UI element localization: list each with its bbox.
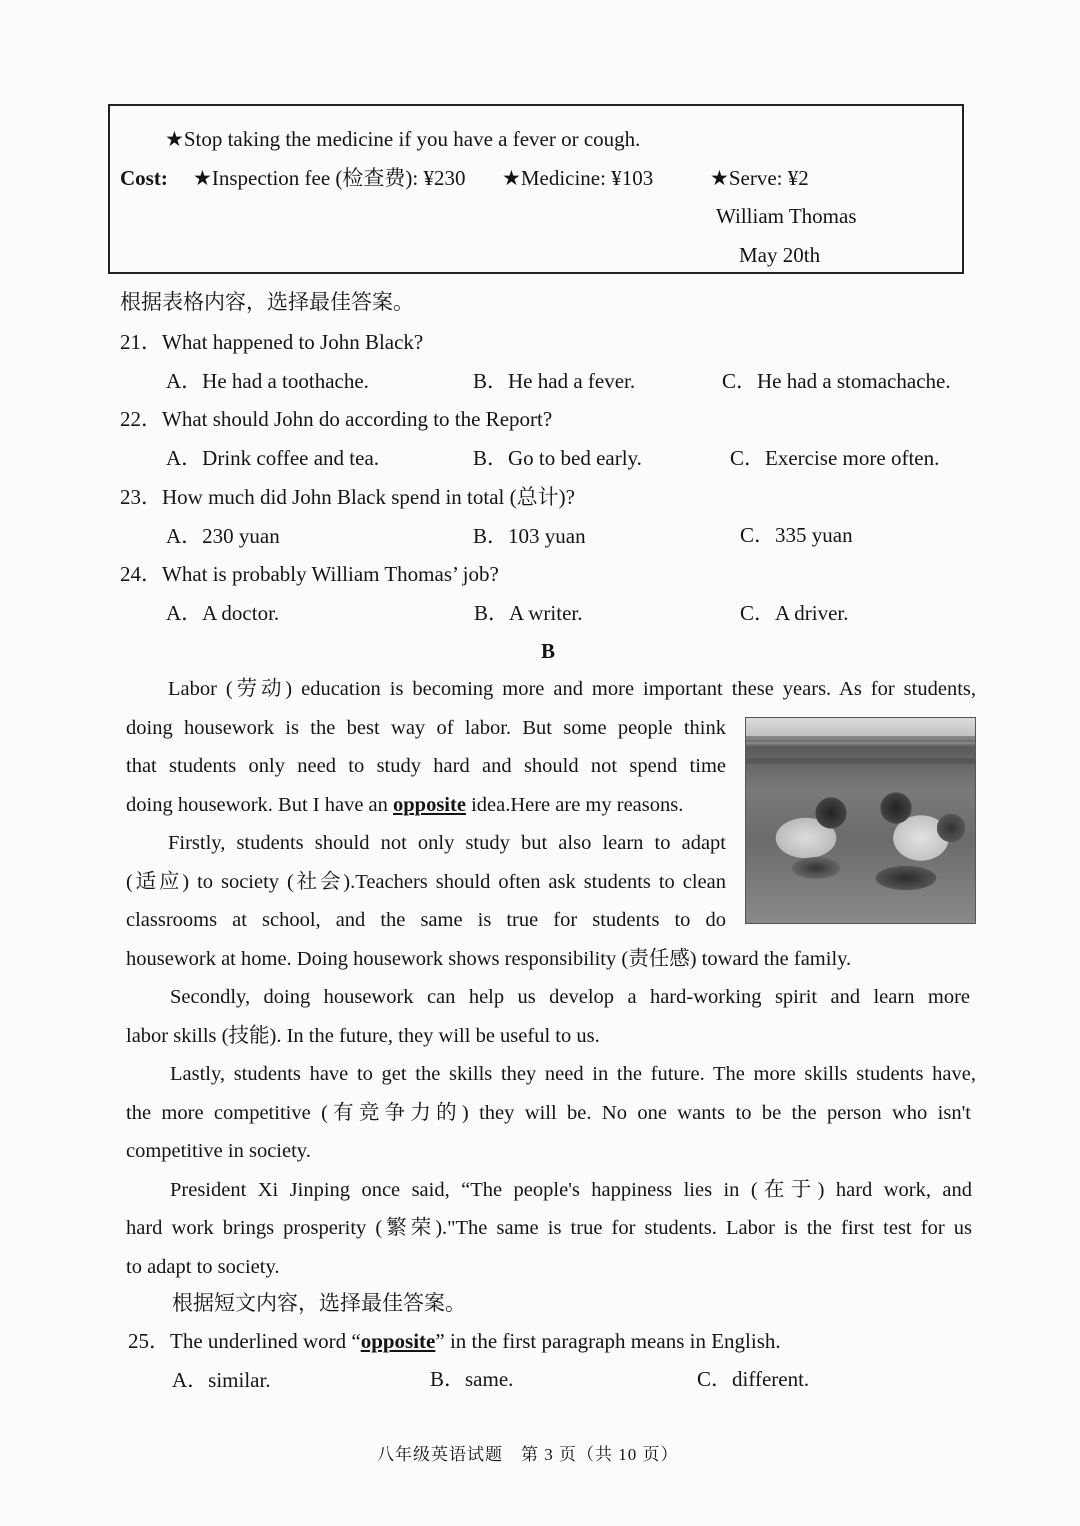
passage-p4-line1: Lastly, students have to get the skills they need in the future. The more skills students have, [170,1063,976,1085]
option-25-c: C．different. [697,1367,810,1391]
option-22-b: B．Go to bed early. [473,446,642,470]
question-21: 21．What happened to John Black? [120,330,424,354]
section-a-instruction: 根据表格内容，选择最佳答案。 [120,290,414,314]
passage-p5-line2: hard work brings prosperity (繁荣)."The same is true for students. Labor is the first test for us [126,1217,972,1239]
passage-p1-line4-end: idea.Here are my reasons. [471,793,684,816]
option-25-a: A．similar. [172,1368,271,1392]
notice-inspection-fee: ★Inspection fee (检查费): ¥230 [193,166,466,190]
option-23-b: B．103 yuan [473,524,586,548]
passage-p4-line2: the more competitive (有竞争力的) they will be. No one wants to be the person who isn't [126,1101,971,1124]
notice-serve-fee: ★Serve: ¥2 [710,166,809,190]
page-footer: 八年级英语试题 第 3 页（共 10 页） [377,1445,679,1464]
passage-p2-line2: (适应) to society (社会).Teachers should often ask students to clean [126,870,726,893]
option-25-b: B．same. [430,1367,514,1391]
notice-date: May 20th [739,243,821,267]
option-24-a: A．A doctor. [166,601,280,625]
passage-p2-line3: classrooms at school, and the same is true for students to do [126,909,726,931]
passage-p1-line4 [126,786,976,825]
option-21-c: C．He had a stomachache. [722,369,951,393]
passage-p2-line1: Firstly, students should not only study but also learn to adapt [168,832,726,854]
question-25-start: 25．The underlined word “ [128,1329,361,1353]
option-21-b: B．He had a fever. [473,369,636,393]
underlined-word-opposite: opposite [393,793,466,816]
notice-line-stop-medicine: ★Stop taking the medicine if you have a fever or cough. [165,127,641,151]
question-22: 22．What should John do according to the Report? [120,407,553,431]
passage [126,670,976,1286]
option-24-b: B．A writer. [474,601,583,625]
passage-p5-line1: President Xi Jinping once said, “The people's happiness lies in (在于) hard work, and [170,1178,972,1201]
section-b-title: B [541,639,556,663]
option-21-a: A．He had a toothache. [166,369,369,393]
passage-p1-line2: doing housework is the best way of labor. But some people think [126,716,726,739]
section-b-instruction: 根据短文内容，选择最佳答案。 [172,1291,466,1315]
passage-p3-line1: Secondly, doing housework can help us develop a hard-working spirit and learn more [170,986,970,1008]
question-25-end: ” in the first paragraph means in English. [435,1329,781,1353]
option-22-c: C．Exercise more often. [730,446,940,470]
question-23: 23．How much did John Black spend in total (总计)? [120,485,575,509]
passage-p3-line2: labor skills (技能). In the future, they will be useful to us. [126,1024,600,1047]
passage-p1-line4-start: doing housework. But I have an [126,793,388,816]
option-23-c: C．335 yuan [740,523,853,547]
passage-p1-line3: that students only need to study hard and should not spend time [126,755,726,777]
notice-cost-label: Cost: [120,166,168,190]
passage-p2-line4: housework at home. Doing housework shows responsibility (责任感) toward the family. [126,947,852,970]
option-22-a: A．Drink coffee and tea. [166,446,380,470]
option-24-c: C．A driver. [740,601,849,625]
notice-medicine-fee: ★Medicine: ¥103 [502,166,654,190]
question-25-word: opposite [360,1329,436,1353]
passage-p1-line1: Labor (劳动) education is becoming more and more important these years. As for students, [168,678,976,700]
question-24: 24．What is probably William Thomas’ job? [120,562,499,586]
passage-p4-line3: competitive in society. [126,1140,311,1162]
passage-p5-line3: to adapt to society. [126,1255,280,1278]
option-23-a: A．230 yuan [166,524,280,548]
question-25 [128,1328,781,1354]
notice-signer: William Thomas [716,204,857,228]
